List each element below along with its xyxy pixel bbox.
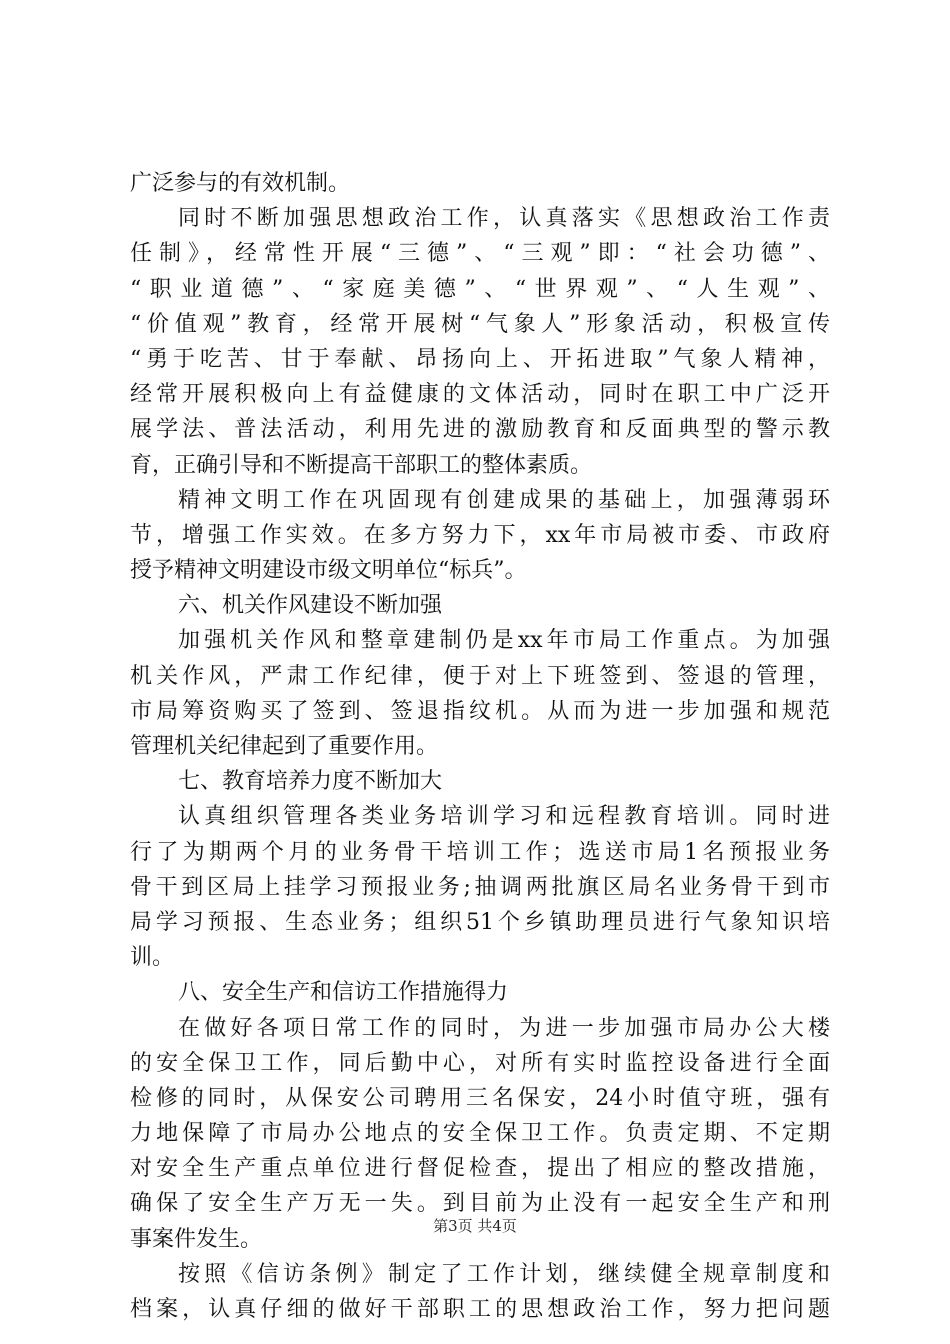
text-line: 力地保障了市局办公地点的安全保卫工作。负责定期、不定期 bbox=[130, 1121, 830, 1147]
text-line: 档案，认真仔细的做好干部职工的思想政治工作，努力把问题 bbox=[130, 1297, 830, 1322]
text-line: “价值观”教育，经常开展树“气象人”形象活动，积极宣传 bbox=[130, 311, 830, 337]
text-line: 育，正确引导和不断提高干部职工的整体素质。 bbox=[130, 452, 593, 478]
text-line: 确保了安全生产万无一失。到目前为止没有一起安全生产和刑 bbox=[130, 1191, 830, 1217]
text-line: 局学习预报、生态业务；组织51个乡镇助理员进行气象知识培 bbox=[130, 909, 830, 935]
text-line: 任制》，经常性开展“三德”、“三观”即：“社会功德”、 bbox=[130, 241, 830, 267]
text-line: 广泛参与的有效机制。 bbox=[130, 171, 351, 196]
paragraph-start: 加强机关作风和整章建制仍是xx年市局工作重点。为加强 bbox=[178, 628, 830, 654]
text-line: 市局筹资购买了签到、签退指纹机。从而为进一步加强和规范 bbox=[130, 698, 830, 724]
text-line: 事案件发生。 bbox=[130, 1226, 263, 1252]
paragraph-start: 同时不断加强思想政治工作，认真落实《思想政治工作责 bbox=[178, 206, 830, 232]
page-number-footer: 第3页 共4页 bbox=[433, 1217, 517, 1235]
text-line: 机关作风，严肃工作纪律，便于对上下班签到、签退的管理， bbox=[130, 663, 830, 689]
paragraph-start: 按照《信访条例》制定了工作计划，继续健全规章制度和 bbox=[178, 1261, 830, 1287]
paragraph-start: 在做好各项日常工作的同时，为进一步加强市局办公大楼 bbox=[178, 1015, 830, 1041]
section-heading-7: 七、教育培养力度不断加大 bbox=[178, 769, 443, 795]
document-body bbox=[130, 166, 830, 1327]
text-line: 展学法、普法活动，利用先进的激励教育和反面典型的警示教 bbox=[130, 417, 830, 443]
section-heading-8: 八、安全生产和信访工作措施得力 bbox=[178, 980, 509, 1006]
paragraph-start: 精神文明工作在巩固现有创建成果的基础上，加强薄弱环 bbox=[178, 487, 830, 513]
text-line: 训。 bbox=[130, 945, 175, 971]
text-line: 授予精神文明建设市级文明单位“标兵”。 bbox=[130, 558, 527, 584]
text-line: “职业道德”、“家庭美德”、“世界观”、“人生观”、 bbox=[130, 276, 830, 302]
section-heading-6: 六、机关作风建设不断加强 bbox=[178, 593, 443, 619]
text-line: 行了为期两个月的业务骨干培训工作；选送市局1名预报业务 bbox=[130, 839, 830, 865]
text-line: 节，增强工作实效。在多方努力下，xx年市局被市委、市政府 bbox=[130, 522, 830, 548]
text-line: 的安全保卫工作，同后勤中心，对所有实时监控设备进行全面 bbox=[130, 1050, 830, 1076]
text-line: 骨干到区局上挂学习预报业务;抽调两批旗区局名业务骨干到市 bbox=[130, 874, 830, 900]
text-line: 管理机关纪律起到了重要作用。 bbox=[130, 734, 439, 759]
paragraph-start: 认真组织管理各类业务培训学习和远程教育培训。同时进 bbox=[178, 804, 830, 830]
text-line: 经常开展积极向上有益健康的文体活动，同时在职工中广泛开 bbox=[130, 382, 830, 408]
text-line: “勇于吃苦、甘于奉献、昂扬向上、开拓进取”气象人精神， bbox=[130, 346, 830, 372]
text-line: 对安全生产重点单位进行督促检查，提出了相应的整改措施， bbox=[130, 1156, 830, 1182]
text-line: 检修的同时，从保安公司聘用三名保安，24小时值守班，强有 bbox=[130, 1085, 830, 1111]
